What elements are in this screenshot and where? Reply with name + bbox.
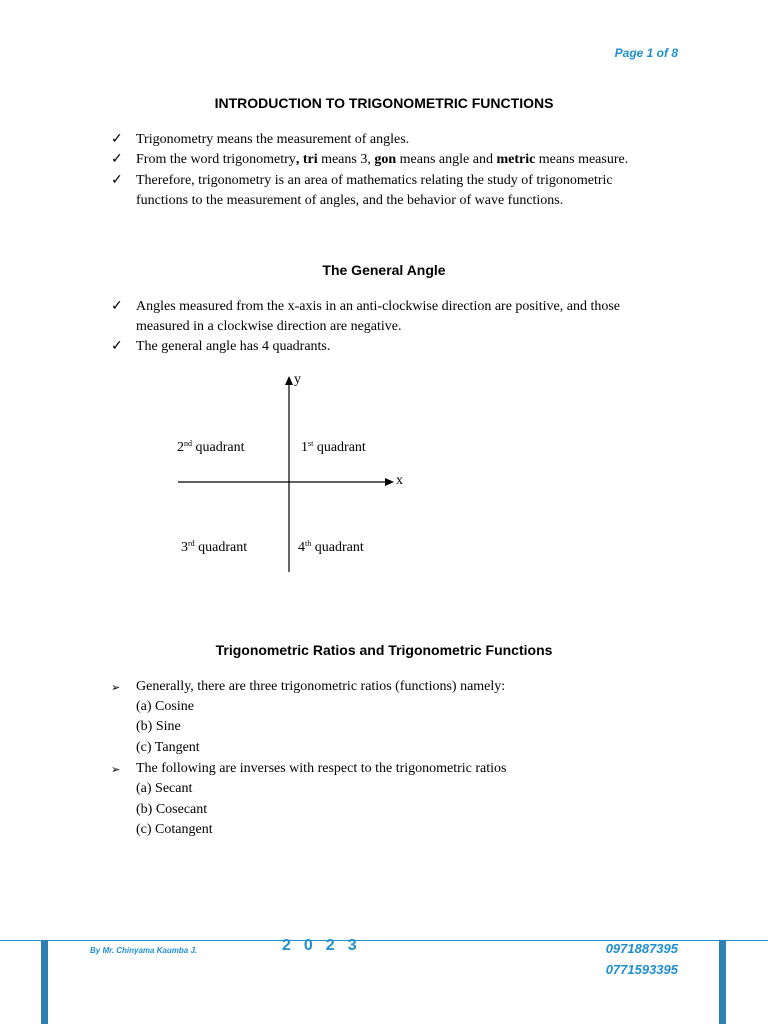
ratios-bullet-2 xyxy=(0,759,768,779)
footer-author: By Mr. Chinyama Kaumba J. xyxy=(90,946,198,955)
x-axis-arrowhead xyxy=(385,478,394,486)
quadrant-1-label: 1st quadrant xyxy=(301,439,366,455)
arrow-bullet-icon: ➢ xyxy=(111,682,121,694)
list-item-tangent: (c) Tangent xyxy=(136,740,200,755)
check-icon: ✓ xyxy=(111,152,123,167)
x-axis-label: x xyxy=(396,473,403,488)
general-angle-bullet-2-text: The general angle has 4 quadrants. xyxy=(136,339,331,354)
list-item-cotangent: (c) Cotangent xyxy=(136,822,213,837)
ratios-bullet-1-text: Generally, there are three trigonometric ratios (functions) namely: xyxy=(136,679,506,694)
section-heading-ratios: Trigonometric Ratios and Trigonometric Functions xyxy=(215,642,553,658)
intro-bullet-3-text-cont: functions to the measurement of angles, and the behavior of wave functions. xyxy=(136,193,564,208)
footer-year: 2023 xyxy=(282,937,370,954)
list-item-secant: (a) Secant xyxy=(136,781,193,796)
general-angle-bullet-1-text-cont: measured in a clockwise direction are negative. xyxy=(136,319,402,334)
list-item-cosine: (a) Cosine xyxy=(136,699,194,714)
general-angle-bullet-1-text: Angles measured from the x-axis in an anti-clockwise direction are positive, and those xyxy=(136,299,621,314)
section-heading-general-angle: The General Angle xyxy=(322,262,446,278)
footer-bar-left xyxy=(41,940,48,1024)
check-icon: ✓ xyxy=(111,339,123,354)
intro-bullet-3-text: Therefore, trigonometry is an area of mathematics relating the study of trigonometric xyxy=(136,173,613,188)
footer-phone-2: 0771593395 xyxy=(605,962,678,977)
arrow-bullet-icon: ➢ xyxy=(111,764,121,776)
quadrant-4-label: 4th quadrant xyxy=(298,539,364,555)
quadrant-3-label: 3rd quadrant xyxy=(181,539,248,555)
intro-bullet-1-text: Trigonometry means the measurement of angles. xyxy=(136,132,410,147)
y-axis-arrowhead xyxy=(285,376,293,385)
page-number: Page 1 of 8 xyxy=(614,46,678,60)
check-icon: ✓ xyxy=(111,132,123,147)
y-axis-label: y xyxy=(294,372,301,387)
check-icon: ✓ xyxy=(111,173,123,188)
list-item-cosecant: (b) Cosecant xyxy=(136,802,208,817)
footer-phone-1: 0971887395 xyxy=(605,941,678,956)
intro-bullet-2-text: From the word trigonometry, tri means 3, gon means angle and metric means measure. xyxy=(136,152,629,167)
list-item-sine: (b) Sine xyxy=(136,719,181,734)
quadrant-2-label: 2nd quadrant xyxy=(177,439,245,455)
ratios-bullet-2-text: The following are inverses with respect to the trigonometric ratios xyxy=(136,761,507,776)
page-title: INTRODUCTION TO TRIGONOMETRIC FUNCTIONS xyxy=(214,95,554,111)
footer-bar-right xyxy=(719,940,726,1024)
check-icon: ✓ xyxy=(111,299,123,314)
ratios-bullet-1 xyxy=(0,677,768,697)
